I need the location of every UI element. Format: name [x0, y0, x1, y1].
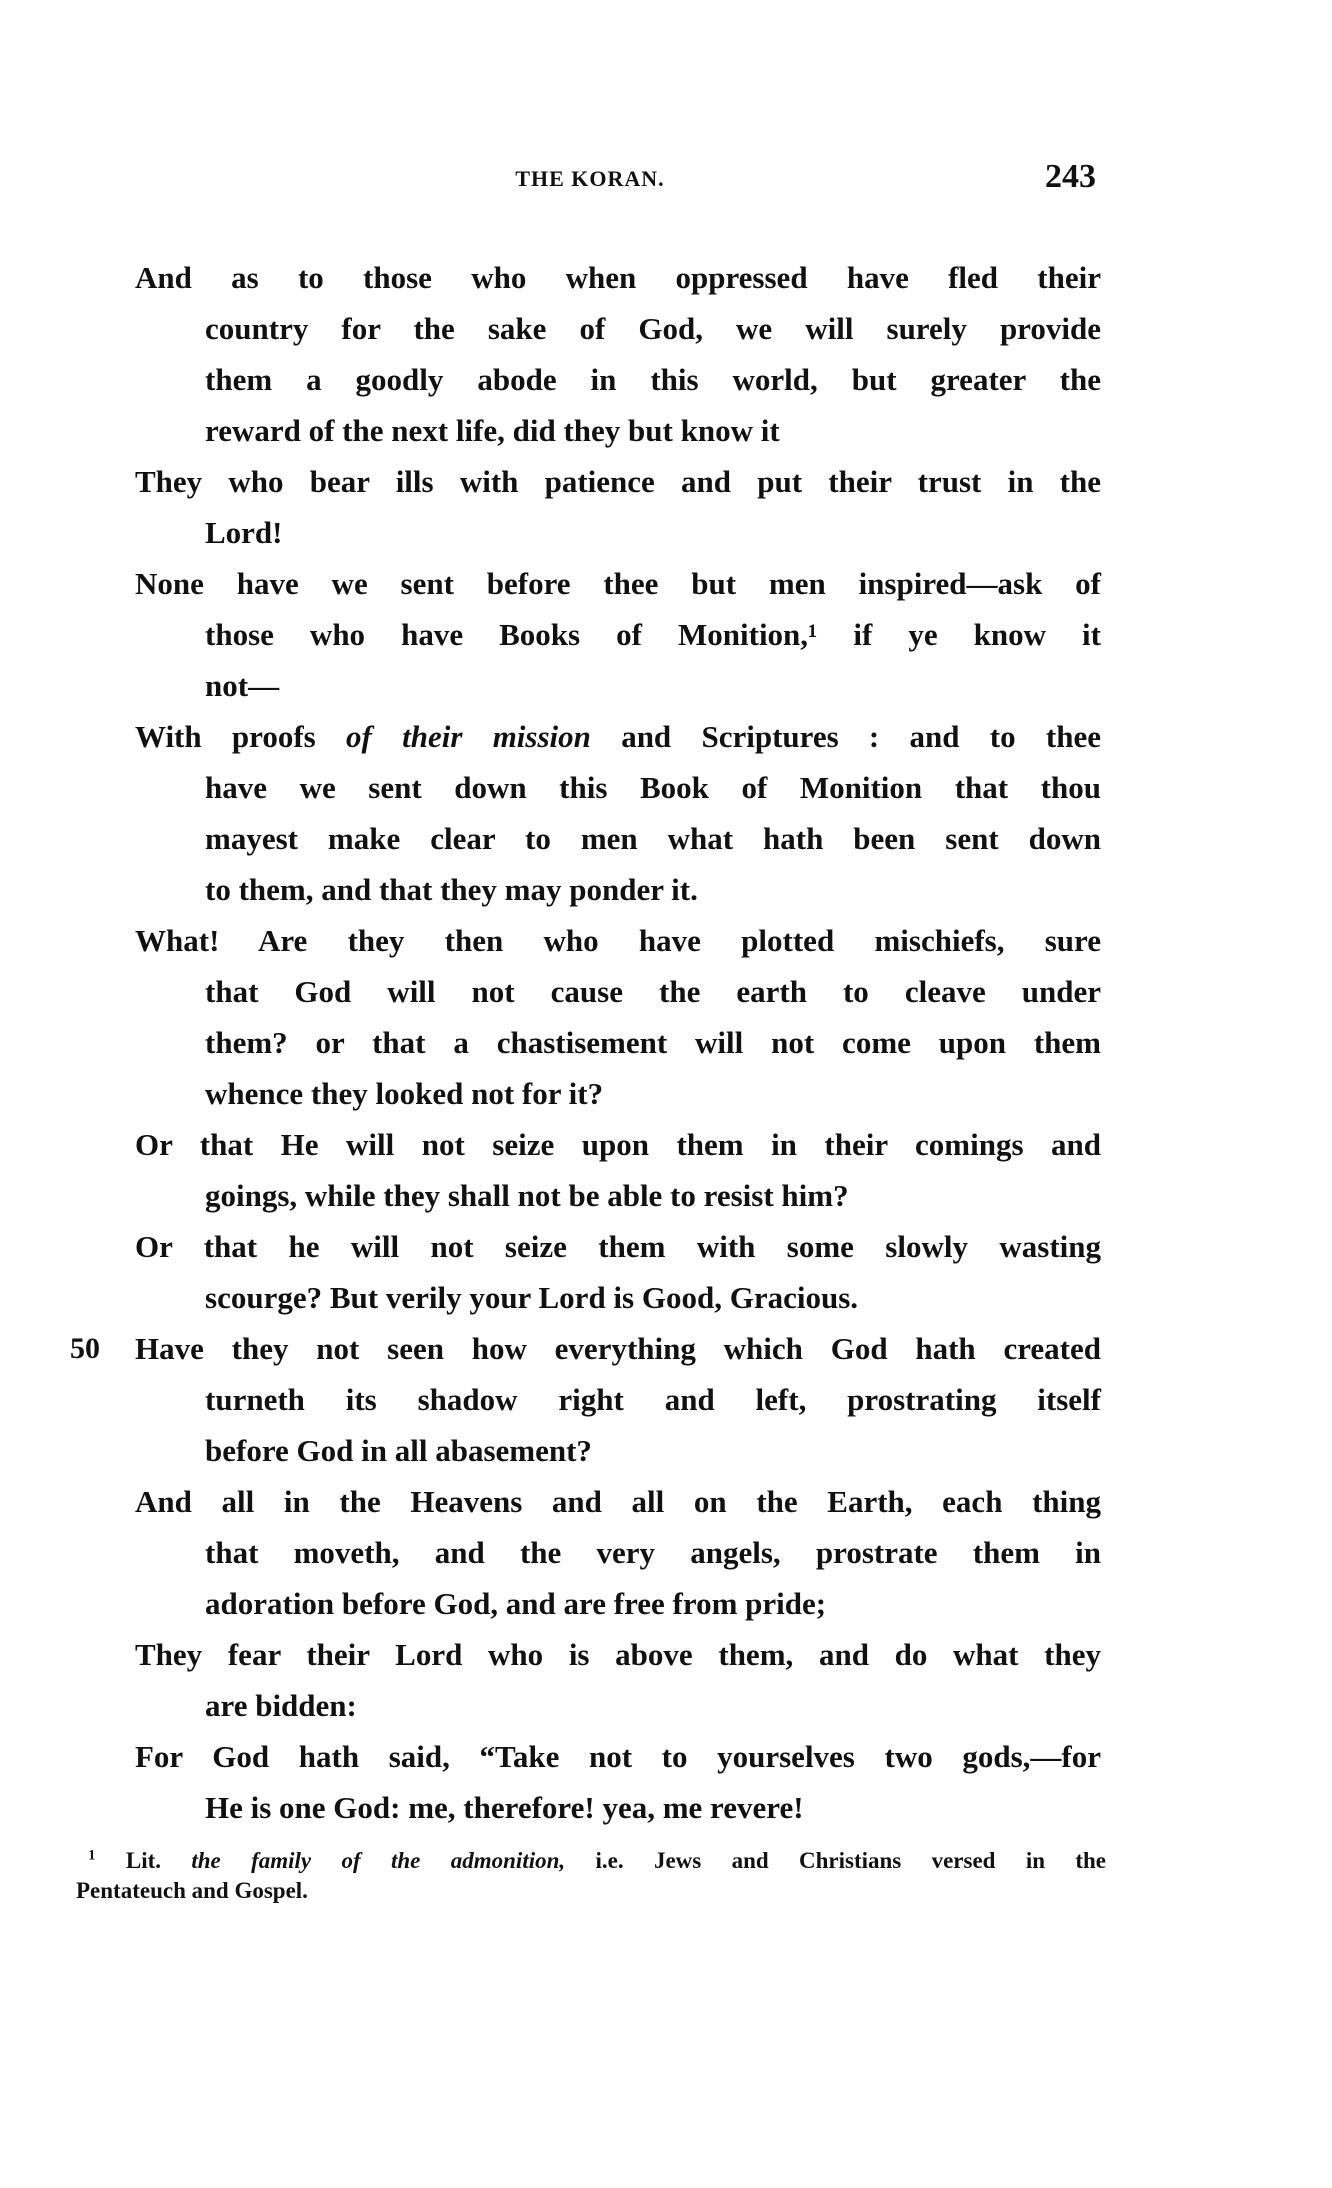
line-text: that God will not cause the earth to cleave under [205, 974, 1101, 1009]
text-line [205, 1068, 1101, 1119]
text-line [205, 609, 1101, 660]
text-line [205, 1425, 1101, 1476]
text-line [135, 915, 1101, 966]
line-text: He is one God: me, therefore! yea, me revere! [205, 1790, 804, 1825]
line-text: mayest make clear to men what hath been sent down [205, 821, 1101, 856]
text-line [135, 1731, 1101, 1782]
line-text: Lord! [205, 515, 283, 550]
text-line [205, 660, 1101, 711]
line-text: scourge? But verily your Lord is Good, Gracious. [205, 1280, 859, 1315]
line-text: not— [205, 668, 280, 703]
text-line [205, 405, 1101, 456]
text-line [205, 1017, 1101, 1068]
verse-number: 50 [70, 1332, 100, 1365]
text-line [135, 1119, 1101, 1170]
text-line [205, 354, 1101, 405]
line-text: What! Are they then who have plotted mischiefs, sure [135, 923, 1101, 958]
line-text: And as to those who when oppressed have fled their [135, 260, 1101, 295]
footnote-text: i.e. Jews and Christians versed in the [565, 1848, 1107, 1873]
footnote-italic: the family of the admonition, [191, 1848, 566, 1873]
line-text: Or that he will not seize them with some slowly wasting [135, 1229, 1101, 1264]
text-line [70, 1323, 1101, 1374]
footnote-marker: 1 [88, 1847, 96, 1864]
line-text: With proofs [135, 719, 347, 754]
line-text: whence they looked not for it? [205, 1076, 604, 1111]
footnote [76, 1846, 1106, 1906]
text-line [205, 1272, 1101, 1323]
line-text: country for the sake of God, we will surely provide [205, 311, 1101, 346]
line-text: And all in the Heavens and all on the Earth, each thing [135, 1484, 1101, 1519]
page-number: 243 [1045, 158, 1096, 195]
footnote-text: Lit. [125, 1848, 192, 1873]
text-line [135, 1476, 1101, 1527]
footnote-line: Pentateuch and Gospel. [76, 1878, 308, 1903]
text-line [135, 1221, 1101, 1272]
text-line [205, 864, 1101, 915]
text-line [135, 711, 1101, 762]
line-text: them? or that a chastisement will not come upon them [205, 1025, 1101, 1060]
footnote-line [76, 1846, 1106, 1876]
verse-text [70, 252, 1101, 1833]
text-line [205, 762, 1101, 813]
text-line [135, 252, 1101, 303]
line-text: turneth its shadow right and left, prostrating itself [205, 1382, 1101, 1417]
line-text: reward of the next life, did they but know it [205, 413, 780, 448]
text-line [205, 507, 1101, 558]
line-text: They who bear ills with patience and put their trust in the [135, 464, 1101, 499]
line-text: Or that He will not seize upon them in their comings and [135, 1127, 1101, 1162]
line-text: and Scriptures : and to thee [590, 719, 1101, 754]
text-line [205, 1374, 1101, 1425]
text-line [205, 1680, 1101, 1731]
page-header [0, 158, 1332, 202]
line-text: to them, and that they may ponder it. [205, 872, 698, 907]
text-line [205, 966, 1101, 1017]
line-text: them a goodly abode in this world, but greater the [205, 362, 1101, 397]
line-text: goings, while they shall not be able to resist him? [205, 1178, 849, 1213]
text-line [205, 1578, 1101, 1629]
text-line [205, 1527, 1101, 1578]
running-title: THE KORAN. [515, 166, 665, 191]
line-text: those who have Books of Monition,¹ if ye know it [205, 617, 1101, 652]
text-line [135, 1629, 1101, 1680]
italic-text: of their mission [346, 719, 591, 754]
line-text: They fear their Lord who is above them, and do what they [135, 1637, 1101, 1672]
line-text: For God hath said, “Take not to yourselves two gods,—for [135, 1739, 1101, 1774]
line-text: before God in all abasement? [205, 1433, 592, 1468]
text-line [205, 303, 1101, 354]
text-line [205, 1782, 1101, 1833]
line-text: that moveth, and the very angels, prostrate them in [205, 1535, 1101, 1570]
text-line [135, 558, 1101, 609]
line-text: None have we sent before thee but men inspired—ask of [135, 566, 1101, 601]
text-line [135, 456, 1101, 507]
text-line [205, 1170, 1101, 1221]
line-text: adoration before God, and are free from pride; [205, 1586, 827, 1621]
line-text: are bidden: [205, 1688, 357, 1723]
line-text: Have they not seen how everything which God hath created [135, 1331, 1101, 1366]
line-text: have we sent down this Book of Monition that thou [205, 770, 1101, 805]
text-line [205, 813, 1101, 864]
